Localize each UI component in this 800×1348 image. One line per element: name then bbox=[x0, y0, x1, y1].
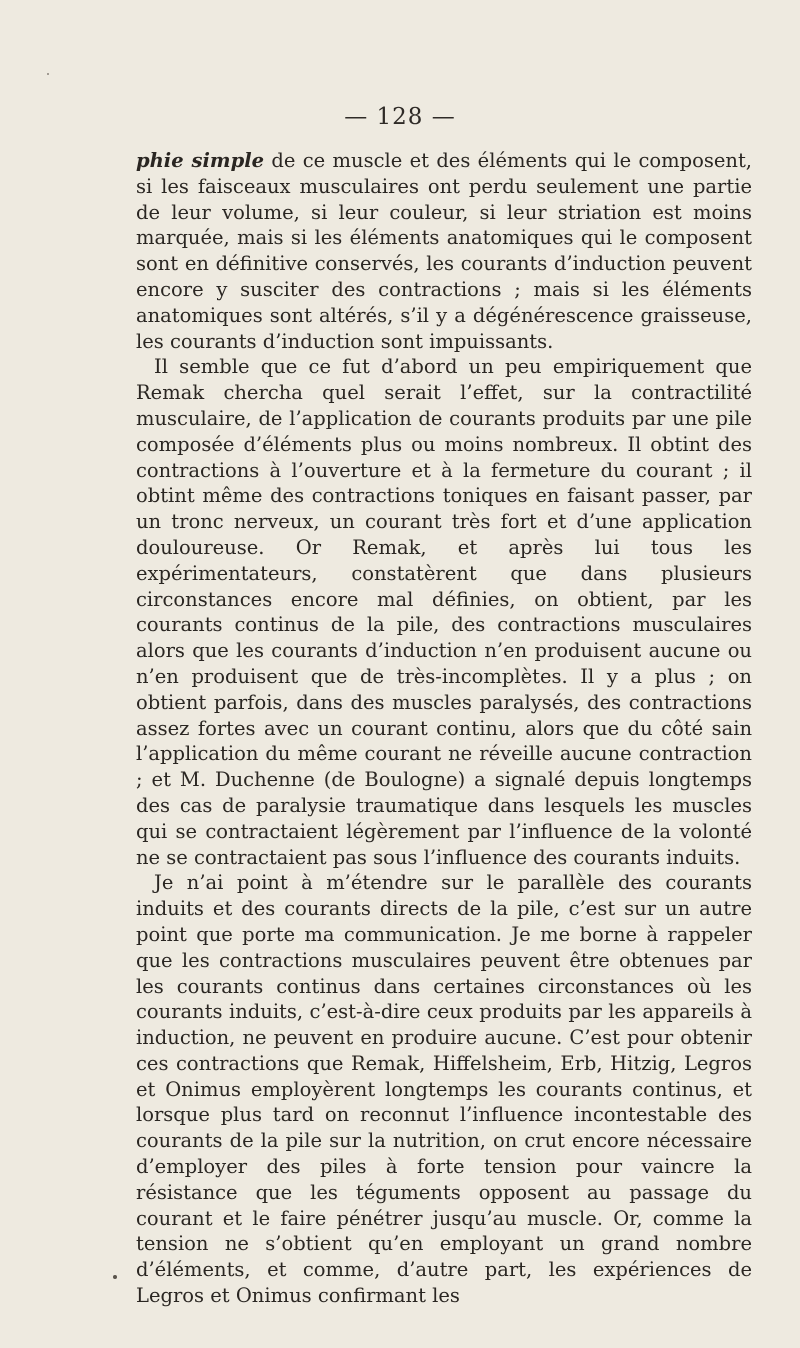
paragraph-1-text: de ce muscle et des éléments qui le composent, si les faisceaux musculaires ont perdu seulement une partie de leur volume, si leur couleur, si leur striation est moins marquée, mais si les éléments anatomiques qui le composent sont en définitive conservés, les courants d’induction peuvent encore y susciter des contractions ; mais si les éléments anatomiques sont altérés, s’il y a dégénérescence graisseuse, les courants d’induction sont impuissants. bbox=[136, 149, 753, 353]
paragraph-1 bbox=[136, 148, 752, 354]
paper-speck bbox=[47, 73, 49, 75]
paragraph-3-text: Je n’ai point à m’étendre sur le parallèle des courants induits et des courants directs de la pile, c’est sur un autre point que porte ma communication. Je me borne à rappeler que les contractions musculaires peuvent être obtenues par les courants continus dans certaines circonstances où les courants induits, c’est-à-dire ceux produits par les appareils à induction, ne peuvent en produire aucune. C’est pour obtenir ces contractions que Remak, Hiffelsheim, Erb, Hitzig, Legros et Onimus employèrent longtemps les courants continus, et lorsque plus tard on reconnut l’influence incontestable des courants de la pile sur la nutrition, on crut encore nécessaire d’employer des piles à forte tension pour vaincre la résistance que les téguments opposent au passage du courant et le faire pénétrer jusqu’au muscle. Or, comme la tension ne s’obtient qu’en employant un grand nombre d’éléments, et comme, d’autre part, les expériences de Legros et Onimus confirmant les bbox=[136, 871, 752, 1308]
ink-dot-mark bbox=[113, 1275, 117, 1279]
paragraph-1-italic-lead: phie simple bbox=[136, 149, 265, 172]
paragraph-3 bbox=[136, 870, 752, 1309]
page-number: — 128 — bbox=[344, 104, 456, 130]
body-text bbox=[136, 148, 752, 1309]
paragraph-2 bbox=[136, 354, 752, 870]
paragraph-2-text: Il semble que ce fut d’abord un peu empiriquement que Remak chercha quel serait l’effet, sur la contractilité musculaire, de l’application de courants produits par une pile composée d’éléments plus ou moins nombreux. Il obtint des contractions à l’ouverture et à la fermeture du courant ; il obtint même des contractions toniques en faisant passer, par un tronc nerveux, un courant très fort et d’une application douloureuse. Or Remak, et après lui tous les expérimentateurs, constatèrent que dans plusieurs circonstances encore mal définies, on obtient, par les courants continus de la pile, des contractions musculaires alors que les courants d’induction n’en produisent aucune ou n’en produisent que de très-incomplètes. Il y a plus ; on obtient parfois, dans des muscles paralysés, des contractions assez fortes avec un courant continu, alors que du côté sain l’application du même courant ne réveille aucune contraction ; et M. Duchenne (de Boulogne) a signalé depuis longtemps des cas de paralysie traumatique dans lesquels les muscles qui se contractaient légèrement par l’influence de la volonté ne se contractaient pas sous l’influence des courants induits. bbox=[136, 355, 752, 869]
